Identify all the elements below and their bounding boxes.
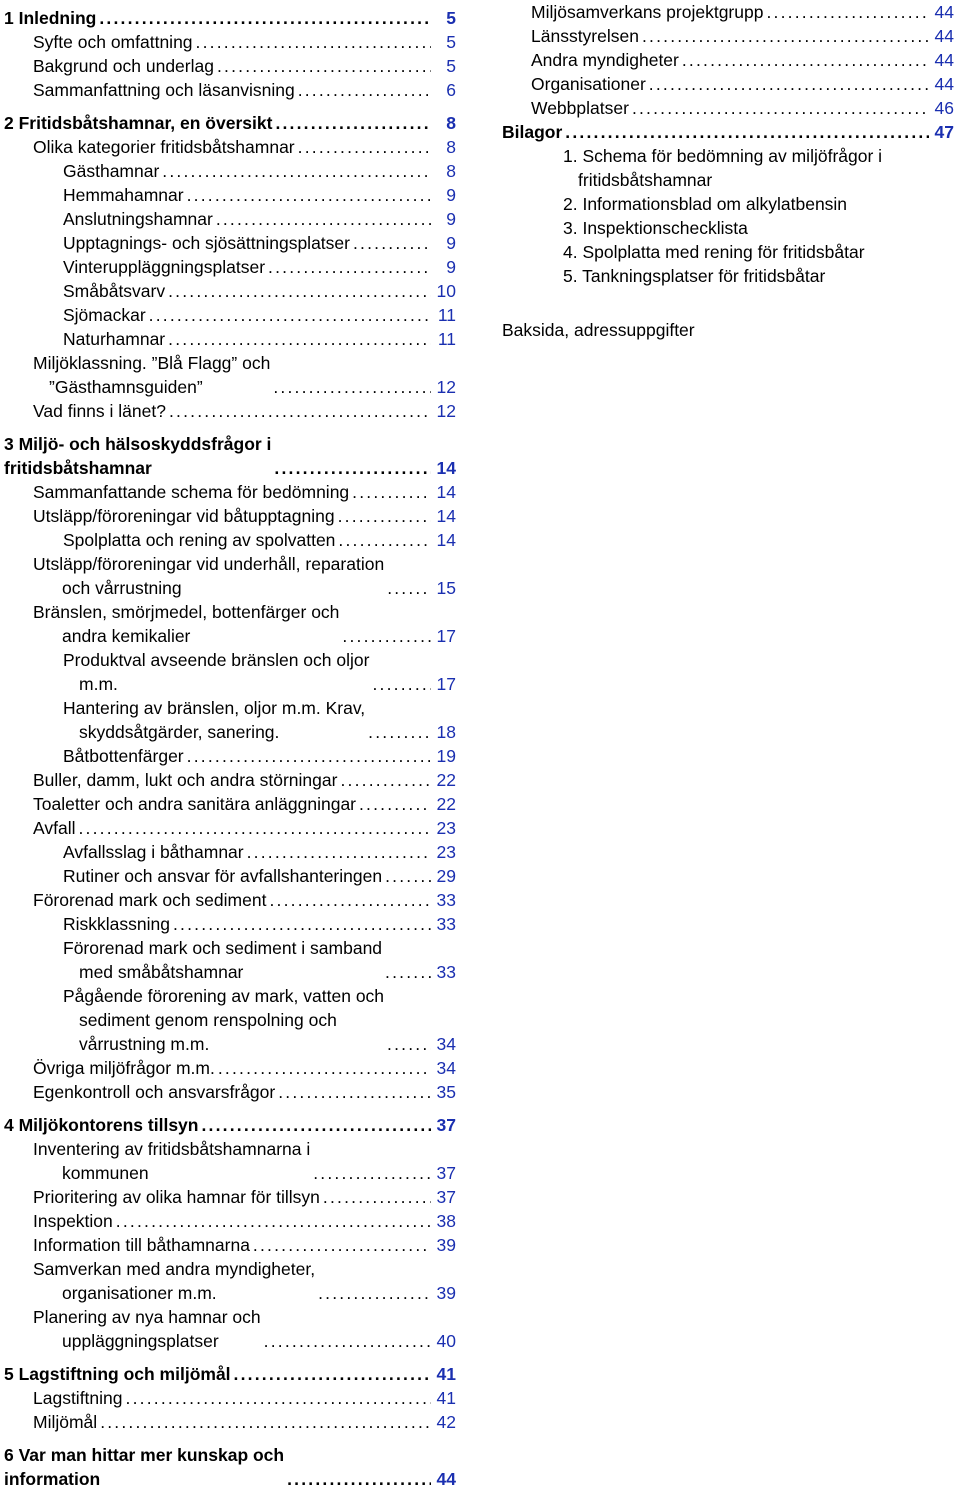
dot-leader (99, 6, 431, 30)
page-number[interactable]: 44 (934, 50, 954, 70)
page-number[interactable]: 35 (436, 1082, 456, 1102)
toc-entry-title: Syfte och omfattning (33, 32, 193, 52)
page-number[interactable]: 38 (436, 1211, 456, 1231)
toc-entry-title: Andra myndigheter (531, 50, 679, 70)
dot-leader (338, 504, 431, 528)
toc-entry[interactable] (4, 1257, 456, 1305)
dot-leader (632, 96, 929, 120)
toc-entry-title: Länsstyrelsen (531, 26, 639, 46)
section-gap (4, 1434, 456, 1443)
dot-leader (173, 912, 431, 936)
dot-leader (273, 375, 431, 399)
toc-entry[interactable] (4, 303, 456, 327)
toc-entry-title: sediment genom renspolning och (79, 1010, 337, 1030)
page-number[interactable]: 8 (446, 137, 456, 157)
page-number[interactable]: 12 (436, 377, 456, 397)
toc-entry-title: med småbåtshamnar (79, 962, 244, 982)
dot-leader (126, 1386, 431, 1410)
dot-leader (234, 1362, 431, 1386)
toc-entry[interactable] (4, 1185, 456, 1209)
toc-entry-title: 6 Var man hittar mer kunskap och (4, 1445, 285, 1465)
page-number[interactable]: 14 (436, 458, 456, 478)
page-number[interactable]: 8 (446, 113, 456, 133)
dot-leader (642, 24, 929, 48)
dot-leader (368, 720, 431, 744)
toc-entry-title: Egenkontroll och ansvarsfrågor (33, 1082, 276, 1102)
toc-entry-title: Miljömål (33, 1412, 98, 1432)
toc-entry-title: Förorenad mark och sediment i samband (63, 938, 383, 958)
toc-entry-title: Produktval avseende bränslen och oljor (63, 650, 370, 670)
dot-leader (372, 672, 431, 696)
page-number[interactable]: 14 (436, 530, 456, 550)
page-number[interactable]: 11 (437, 329, 456, 349)
dot-leader (196, 30, 431, 54)
dot-leader (275, 111, 431, 135)
toc-entry-title: 5 Lagstiftning och miljömål (4, 1364, 231, 1384)
toc-entry-title: Pågående förorening av mark, vatten och (63, 986, 385, 1006)
toc-entry-title: Bilagor (502, 122, 563, 142)
dot-leader (269, 888, 431, 912)
page-number[interactable]: 23 (436, 842, 456, 862)
dot-leader (116, 1209, 431, 1233)
page-number[interactable]: 44 (934, 26, 954, 46)
toc-entry[interactable] (4, 648, 456, 696)
toc-entry-title: vårrustning m.m. (79, 1034, 210, 1054)
toc-entry[interactable] (4, 888, 456, 912)
dot-leader (342, 624, 431, 648)
toc-entry-title: Toaletter och andra sanitära anläggningar (33, 794, 356, 814)
toc-chapter-entry[interactable] (4, 1362, 456, 1386)
appendix-item[interactable]: 2. Informationsblad om alkylatbensin (563, 194, 848, 214)
toc-entry[interactable] (4, 1410, 456, 1434)
page-number[interactable]: 9 (446, 257, 456, 277)
dot-leader (274, 456, 431, 480)
page-number[interactable]: 37 (436, 1163, 456, 1183)
page-number[interactable]: 11 (437, 305, 456, 325)
page-number[interactable]: 33 (436, 890, 456, 910)
toc-entry-title: Inspektion (33, 1211, 113, 1231)
toc-entry-title: Prioritering av olika hamnar för tillsyn (33, 1187, 320, 1207)
toc-entry-title: Rutiner och ansvar för avfallshanteringen (63, 866, 383, 886)
toc-entry-title: andra kemikalier (62, 626, 191, 646)
dot-leader (149, 303, 431, 327)
toc-entry-title: Upptagnings- och sjösättningsplatser (63, 233, 350, 253)
page-number[interactable]: 37 (436, 1115, 456, 1135)
toc-entry-title: Avfallsslag i båthamnar (63, 842, 244, 862)
dot-leader (218, 1056, 431, 1080)
dot-leader (385, 864, 431, 888)
dot-leader (216, 207, 431, 231)
toc-entry-title: fritidsbåtshamnar (4, 458, 152, 478)
toc-entry-title: Bakgrund och underlag (33, 56, 214, 76)
page-number[interactable]: 8 (446, 161, 456, 181)
dot-leader (682, 48, 929, 72)
page-number[interactable]: 40 (436, 1331, 456, 1351)
toc-entry-title: Planering av nya hamnar och (33, 1307, 261, 1327)
dot-leader (352, 480, 431, 504)
toc-entry[interactable] (4, 54, 456, 78)
toc-entry[interactable] (4, 792, 456, 816)
dot-leader (387, 576, 431, 600)
toc-entry[interactable] (4, 1305, 456, 1353)
toc-entry-title: m.m. (79, 674, 118, 694)
page-number[interactable]: 15 (436, 578, 456, 598)
toc-entry-title: information (4, 1469, 101, 1489)
dot-leader (201, 1113, 431, 1137)
dot-leader (187, 744, 431, 768)
page-number[interactable]: 9 (446, 209, 456, 229)
dot-leader (359, 792, 431, 816)
dot-leader (313, 1161, 431, 1185)
toc-entry-title: Utsläpp/föroreningar vid underhåll, reparation (33, 554, 385, 574)
toc-entry-title: Hantering av bränslen, oljor m.m. Krav, (63, 698, 366, 718)
page-number[interactable]: 10 (436, 281, 456, 301)
toc-left-column (4, 0, 456, 1491)
page-number[interactable]: 22 (436, 770, 456, 790)
appendix-item[interactable]: 1. Schema för bedömning av miljöfrågor i (563, 146, 883, 166)
toc-entry-title: Sammanfattning och läsanvisning (33, 80, 295, 100)
dot-leader (264, 1329, 431, 1353)
toc-entry[interactable] (4, 1137, 456, 1185)
appendix-item[interactable]: fritidsbåtshamnar (578, 170, 713, 190)
dot-leader (385, 960, 431, 984)
toc-entry[interactable] (4, 78, 456, 102)
page-number[interactable]: 46 (934, 98, 954, 118)
page-number[interactable]: 23 (436, 818, 456, 838)
page-number[interactable]: 34 (436, 1034, 456, 1054)
toc-entry[interactable] (4, 1209, 456, 1233)
toc-chapter-entry[interactable] (502, 120, 954, 144)
dot-leader (100, 1410, 431, 1434)
section-gap (4, 423, 456, 432)
dot-leader (298, 135, 431, 159)
toc-entry-title: Riskklassning (63, 914, 170, 934)
dot-leader (268, 255, 431, 279)
page-number[interactable]: 17 (436, 626, 456, 646)
page-number[interactable]: 33 (436, 962, 456, 982)
toc-entry[interactable] (4, 504, 456, 528)
toc-entry-title: ”Gästhamnsguiden” (49, 377, 203, 397)
toc-entry-title: Småbåtsvarv (63, 281, 166, 301)
toc-entry-title: 3 Miljö- och hälsoskyddsfrågor i (4, 434, 272, 454)
page-number[interactable]: 47 (934, 122, 954, 142)
dot-leader (278, 1080, 431, 1104)
page-number[interactable]: 6 (446, 80, 456, 100)
toc-entry[interactable] (4, 600, 456, 648)
toc-entry-title: Webbplatser (531, 98, 629, 118)
toc-entry-title: Utsläpp/föroreningar vid båtupptagning (33, 506, 335, 526)
toc-entry-title: 1 Inledning (4, 8, 97, 28)
toc-entry-title: Förorenad mark och sediment (33, 890, 267, 910)
toc-entry-title: Spolplatta och rening av spolvatten (63, 530, 336, 550)
toc-entry-title: organisationer m.m. (62, 1283, 217, 1303)
page-number[interactable]: 9 (446, 233, 456, 253)
page-number[interactable]: 5 (446, 8, 456, 28)
toc-entry-title: Anslutningshamnar (63, 209, 213, 229)
dot-leader (287, 1467, 431, 1491)
toc-entry[interactable] (4, 135, 456, 159)
dot-leader (298, 78, 431, 102)
toc-entry[interactable] (4, 480, 456, 504)
toc-entry-title: Information till båthamnarna (33, 1235, 250, 1255)
dot-leader (387, 1032, 431, 1056)
page-number[interactable]: 44 (934, 74, 954, 94)
toc-chapter-entry[interactable] (4, 111, 456, 135)
toc-entry-title: 4 Miljökontorens tillsyn (4, 1115, 199, 1135)
toc-entry-title: skyddsåtgärder, sanering. (79, 722, 280, 742)
toc-entry-title: Lagstiftning (33, 1388, 123, 1408)
dot-leader (78, 816, 431, 840)
toc-entry-title: Samverkan med andra myndigheter, (33, 1259, 316, 1279)
toc-entry[interactable] (4, 399, 456, 423)
toc-entry[interactable] (4, 912, 456, 936)
toc-entry-title: Inventering av fritidsbåtshamnarna i (33, 1139, 311, 1159)
appendix-list (502, 144, 954, 288)
toc-entry[interactable] (4, 351, 456, 399)
dot-leader (565, 120, 929, 144)
toc-entry[interactable] (502, 48, 954, 72)
toc-entry[interactable] (4, 816, 456, 840)
page-number[interactable]: 41 (436, 1388, 456, 1408)
toc-entry[interactable] (4, 30, 456, 54)
toc-entry-title: Organisationer (531, 74, 646, 94)
dot-leader (187, 183, 431, 207)
back-page-note[interactable]: Baksida, adressuppgifter (502, 320, 695, 340)
page-number[interactable]: 39 (436, 1283, 456, 1303)
toc-entry[interactable] (4, 327, 456, 351)
page-number[interactable]: 14 (436, 482, 456, 502)
toc-entry-title: Olika kategorier fritidsbåtshamnar (33, 137, 295, 157)
toc-entry-title: Bränslen, smörjmedel, bottenfärger och (33, 602, 340, 622)
toc-chapter-entry[interactable] (4, 1443, 456, 1491)
toc-entry-title: Sjömackar (63, 305, 146, 325)
appendix-item[interactable]: 4. Spolplatta med rening för fritidsbåtar (563, 242, 865, 262)
dot-leader (318, 1281, 431, 1305)
toc-chapter-entry[interactable] (4, 6, 456, 30)
toc-entry-title: Hemmahamnar (63, 185, 184, 205)
toc-entry[interactable] (4, 255, 456, 279)
section-gap (4, 102, 456, 111)
toc-entry-title: uppläggningsplatser (62, 1331, 219, 1351)
page-number[interactable]: 22 (436, 794, 456, 814)
page-number[interactable]: 44 (436, 1469, 456, 1489)
dot-leader (168, 279, 431, 303)
toc-entry-title: Miljösamverkans projektgrupp (531, 2, 764, 22)
toc-entry[interactable] (4, 159, 456, 183)
toc-entry-title: Avfall (33, 818, 76, 838)
appendix-item[interactable]: 5. Tankningsplatser för fritidsbåtar (563, 266, 826, 286)
page-number[interactable]: 14 (436, 506, 456, 526)
page-number[interactable]: 42 (436, 1412, 456, 1432)
toc-entry[interactable] (502, 72, 954, 96)
page-number[interactable]: 19 (436, 746, 456, 766)
toc-chapter-entry[interactable] (4, 432, 456, 480)
toc-entry[interactable] (502, 0, 954, 24)
page-number[interactable]: 5 (446, 56, 456, 76)
toc-entry[interactable] (4, 744, 456, 768)
toc-entry[interactable] (4, 279, 456, 303)
toc-entry-title: Båtbottenfärger (63, 746, 184, 766)
dot-leader (162, 159, 431, 183)
appendix-item[interactable]: 3. Inspektionschecklista (563, 218, 748, 238)
dot-leader (649, 72, 929, 96)
page-number[interactable]: 44 (934, 2, 954, 22)
toc-entry[interactable] (4, 696, 456, 744)
page-number[interactable]: 5 (446, 32, 456, 52)
toc-entry[interactable] (4, 840, 456, 864)
toc-entry[interactable] (4, 528, 456, 552)
dot-leader (766, 0, 929, 24)
page-number[interactable]: 33 (436, 914, 456, 934)
toc-entry-title: Buller, damm, lukt och andra störningar (33, 770, 338, 790)
dot-leader (253, 1233, 431, 1257)
dot-leader (340, 768, 431, 792)
toc-entry-title: Vinteruppläggningsplatser (63, 257, 266, 277)
toc-entry-title: och vårrustning (62, 578, 182, 598)
toc-entry-title: 2 Fritidsbåtshamnar, en översikt (4, 113, 273, 133)
page-number[interactable]: 12 (436, 401, 456, 421)
toc-entry-title: Miljöklassning. ”Blå Flagg” och (33, 353, 271, 373)
toc-entry-title: Naturhamnar (63, 329, 166, 349)
dot-leader (168, 327, 431, 351)
toc-entry-title: Vad finns i länet? (33, 401, 166, 421)
toc-entry-title: Övriga miljöfrågor m.m. (33, 1058, 215, 1078)
toc-entry[interactable] (4, 231, 456, 255)
toc-entry[interactable] (4, 936, 456, 984)
toc-entry[interactable] (4, 1056, 456, 1080)
page-number[interactable]: 41 (436, 1364, 456, 1384)
dot-leader (169, 399, 431, 423)
dot-leader (338, 528, 431, 552)
page-number[interactable]: 17 (436, 674, 456, 694)
dot-leader (217, 54, 431, 78)
page-number[interactable]: 34 (436, 1058, 456, 1078)
toc-entry-title: Sammanfattande schema för bedömning (33, 482, 350, 502)
page-number[interactable]: 18 (436, 722, 456, 742)
toc-entry[interactable] (502, 96, 954, 120)
toc-right-column (502, 0, 954, 342)
page-number[interactable]: 37 (436, 1187, 456, 1207)
dot-leader (353, 231, 431, 255)
toc-entry-title: Gästhamnar (63, 161, 160, 181)
toc-entry[interactable] (4, 207, 456, 231)
page-number[interactable]: 29 (436, 866, 456, 886)
toc-entry[interactable] (502, 24, 954, 48)
toc-entry-title: kommunen (62, 1163, 149, 1183)
toc-entry[interactable] (4, 864, 456, 888)
toc-chapter-entry[interactable] (4, 1113, 456, 1137)
dot-leader (247, 840, 431, 864)
toc-entry[interactable] (4, 768, 456, 792)
toc-entry[interactable] (4, 1386, 456, 1410)
page-number[interactable]: 39 (436, 1235, 456, 1255)
page-number[interactable]: 9 (446, 185, 456, 205)
toc-entry[interactable] (4, 1080, 456, 1104)
toc-entry[interactable] (4, 1233, 456, 1257)
section-gap (4, 1353, 456, 1362)
toc-entry[interactable] (4, 984, 456, 1056)
toc-entry[interactable] (4, 552, 456, 600)
toc-entry[interactable] (4, 183, 456, 207)
section-gap (4, 1104, 456, 1113)
dot-leader (323, 1185, 431, 1209)
